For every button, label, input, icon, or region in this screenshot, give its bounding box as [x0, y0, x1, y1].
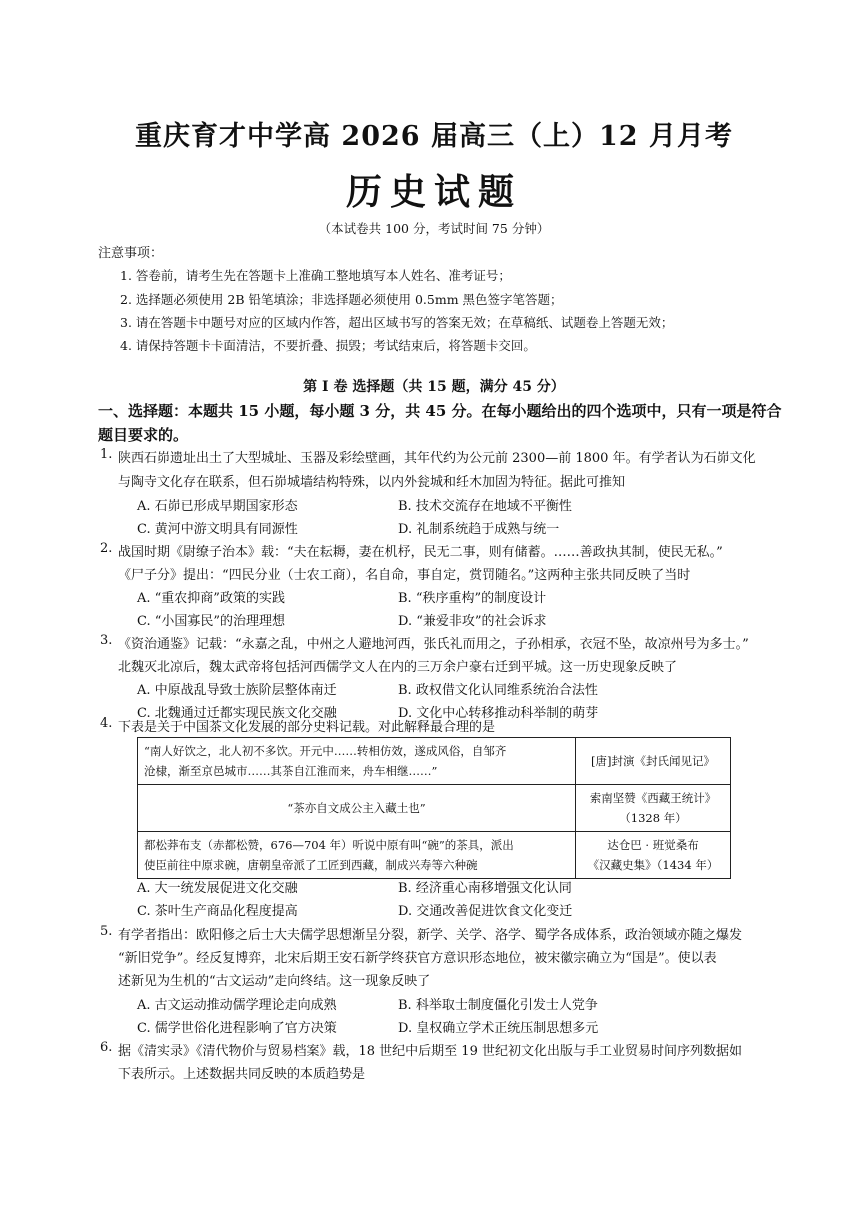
exam-title: 重庆育才中学高 2026 届高三（上）12 月月考 [135, 121, 733, 152]
option-d: D. 文化中心转移推动科举制的萌芽 [398, 706, 599, 721]
option-c: C. 北魏通过迁都实现民族文化交融 [137, 706, 337, 721]
option-a: A. “重农抑商”政策的实践 [137, 591, 285, 606]
table-cell-source [576, 785, 731, 832]
question-stem-line: 北魏灭北凉后，魏太武帝将包括河西儒学文人在内的三万余户豪右迁到平城。这一历史现象反映了 [118, 660, 678, 675]
question-number: 2. [100, 541, 113, 556]
question-number: 3. [100, 633, 113, 648]
cell-line: 沧棣，渐至京邑城市……其茶自江淮而来，舟车相继……” [144, 764, 438, 778]
section-heading: 一、选择题：本题共 15 小题，每小题 3 分，共 45 分。在每小题给出的四个选项中，只有一项是符合题目要求的。 [98, 402, 782, 444]
notice-heading: 注意事项： [98, 246, 164, 261]
option-b: B. 政权借文化认同维系统治合法性 [398, 683, 598, 698]
question-stem-line: 战国时期《尉缭子治本》载：“夫在耘耨，妻在机杼，民无二事，则有储蓄。……善政执其制，使民无私。” [118, 545, 723, 560]
option-b: B. 科举取士制度僵化引发士人党争 [398, 998, 598, 1013]
option-c: C. 儒学世俗化进程影响了官方决策 [137, 1021, 337, 1036]
option-d: D. 皇权确立学术正统压制思想多元 [398, 1021, 599, 1036]
question-number: 6. [100, 1040, 113, 1055]
notice-item: 1. 答卷前，请考生先在答题卡上准确工整地填写本人姓名、准考证号； [120, 268, 511, 283]
question-stem-line: 陕西石峁遗址出土了大型城址、玉器及彩绘壁画，其年代约为公元前 2300—前 1800 年。有学者认为石峁文化 [118, 451, 756, 466]
option-b: B. “秩序重构”的制度设计 [398, 591, 547, 606]
table-cell-text [138, 832, 576, 879]
cell-line: [唐]封演《封氏闻见记》 [591, 754, 715, 768]
question-stem-line: 下表是关于中国茶文化发展的部分史料记载。对此解释最合理的是 [118, 720, 496, 735]
part-title: 第 I 卷 选择题（共 15 题，满分 45 分） [303, 379, 565, 395]
cell-line: 使臣前往中原求碗，唐朝皇帝派了工匠到西藏，制成兴寿等六种碗 [144, 858, 478, 872]
option-a: A. 石峁已形成早期国家形态 [137, 499, 298, 514]
table-cell-source [576, 832, 731, 879]
option-a: A. 古文运动推动儒学理论走向成熟 [137, 998, 337, 1013]
option-b: B. 经济重心南移增强文化认同 [398, 881, 572, 896]
notice-item: 4. 请保持答题卡卡面清洁，不要折叠、损毁；考试结束后，将答题卡交回。 [120, 338, 536, 353]
table-cell-text [138, 738, 576, 785]
tea-culture-table [137, 737, 731, 879]
option-c: C. 茶叶生产商品化程度提高 [137, 904, 298, 919]
question-stem-line: 下表所示。上述数据共同反映的本质趋势是 [118, 1067, 366, 1082]
notice-item: 2. 选择题必须使用 2B 铅笔填涂；非选择题必须使用 0.5mm 黑色签字笔答题； [120, 292, 563, 307]
question-stem-line: 《尸子分》提出：“四民分业（士农工商），名自命，事自定，赏罚随名。”这两种主张共同反映了当时 [118, 568, 691, 583]
question-stem-line: 与陶寺文化存在联系，但石峁城墙结构特殊，以内外瓮城和纴木加固为特征。据此可推知 [118, 475, 626, 490]
question-stem-line: 据《清实录》《清代物价与贸易档案》载，18 世纪中后期至 19 世纪初文化出版与手工业贸易时间序列数据如 [118, 1044, 742, 1059]
cell-line: “南人好饮之，北人初不多饮。开元中……转相仿效，遂成风俗，自邹齐 [144, 744, 507, 758]
option-d: D. “兼爱非攻”的社会诉求 [398, 614, 547, 629]
option-d: D. 礼制系统趋于成熟与统一 [398, 522, 560, 537]
table-row [138, 785, 731, 832]
cell-line: 都松莽布支（赤都松赞，676—704 年）听说中原有叫“碗”的茶具，派出 [144, 838, 514, 852]
question-number: 4. [100, 716, 113, 731]
exam-subtitle: 历史试题 [345, 171, 522, 213]
cell-line: “茶亦自文成公主入藏土也” [287, 801, 426, 815]
question-number: 1. [100, 447, 113, 462]
cell-line: 《汉藏史集》（1434 年） [587, 858, 719, 872]
question-number: 5. [100, 924, 113, 939]
option-a: A. 中原战乱导致士族阶层整体南迁 [137, 683, 337, 698]
option-b: B. 技术交流存在地域不平衡性 [398, 499, 572, 514]
cell-line: 索南坚赞《西藏王统计》 [589, 791, 717, 805]
question-stem-line: “新旧党争”。经反复博弈，北宋后期王安石新学终获官方意识形态地位，被宋徽宗确立为“国是”。使以表 [118, 951, 717, 966]
table-row [138, 832, 731, 879]
question-stem-line: 述新见为生机的“古文运动”走向终结。这一现象反映了 [118, 974, 431, 989]
option-d: D. 交通改善促进饮食文化变迁 [398, 904, 573, 919]
exam-note: （本试卷共 100 分，考试时间 75 分钟） [318, 221, 550, 236]
option-c: C. 黄河中游文明具有同源性 [137, 522, 298, 537]
option-a: A. 大一统发展促进文化交融 [137, 881, 298, 896]
cell-line: （1328 年） [619, 811, 687, 825]
table-cell-text [138, 785, 576, 832]
notice-item: 3. 请在答题卡中题号对应的区域内作答，超出区域书写的答案无效；在草稿纸、试题卷上答题无效； [120, 315, 674, 330]
question-stem-line: 有学者指出：欧阳修之后士大夫儒学思想渐呈分裂，新学、关学、洛学、蜀学各成体系，政治领域亦随之爆发 [118, 928, 743, 943]
question-stem-line: 《资治通鉴》记载：“永嘉之乱，中州之人避地河西，张氏礼而用之，子孙相承，衣冠不坠，故凉州号为多士。” [118, 637, 749, 652]
cell-line: 达仓巴 · 班觉桑布 [607, 838, 699, 852]
table-cell-source [576, 738, 731, 785]
table-row [138, 738, 731, 785]
option-c: C. “小国寡民”的治理理想 [137, 614, 286, 629]
